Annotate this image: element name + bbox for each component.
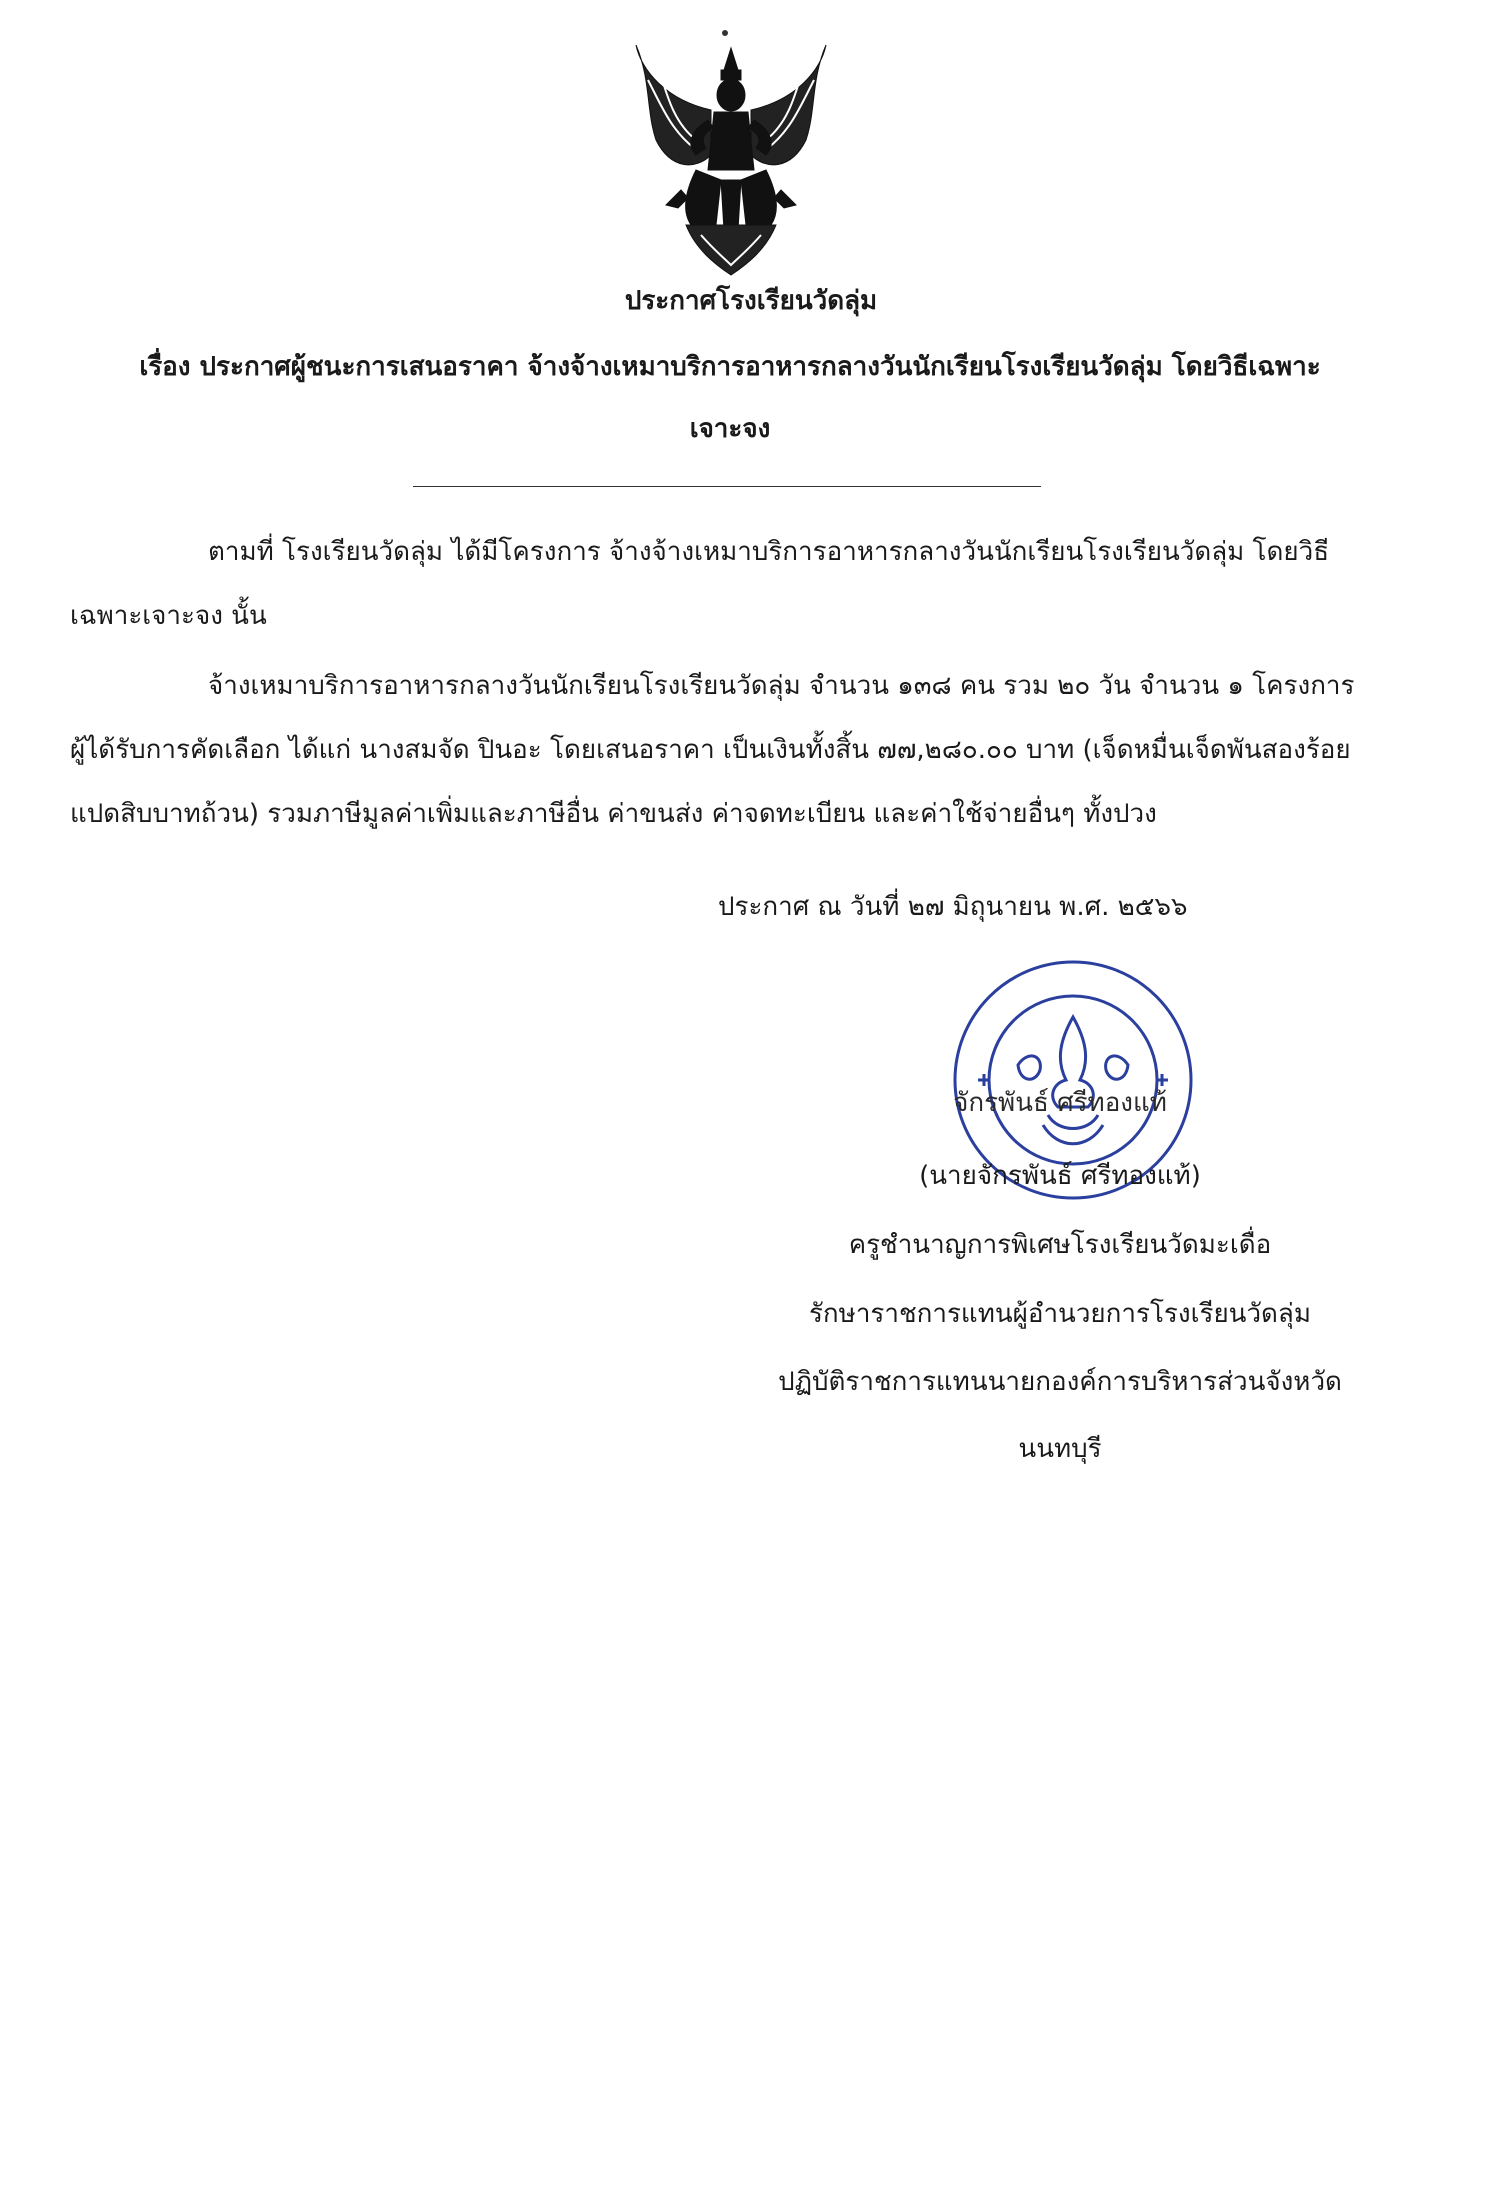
signatory-position-3: ปฏิบัติราชการแทนนายกองค์การบริหารส่วนจังหวัด: [778, 1367, 1342, 1397]
garuda-emblem-icon: [626, 40, 836, 280]
subject-line-1: เรื่อง ประกาศผู้ชนะการเสนอราคา จ้างจ้างเหมาบริการอาหารกลางวันนักเรียนโรงเรียนวัดลุ่ม โดยวิธีเฉพาะ: [139, 352, 1321, 382]
document-title: ประกาศโรงเรียนวัดลุ่ม: [624, 286, 878, 316]
ink-dot: [722, 30, 728, 36]
signatory-position-1: ครูชำนาญการพิเศษโรงเรียนวัดมะเดื่อ: [848, 1230, 1272, 1260]
body-paragraph-1: ตามที่ โรงเรียนวัดลุ่ม ได้มีโครงการ จ้างจ้างเหมาบริการอาหารกลางวันนักเรียนโรงเรียนวัดลุ่ม โดยวิธีเฉพาะเจาะจง นั้น: [70, 537, 1330, 631]
divider-line: [413, 486, 1041, 487]
body-paragraph-2: จ้างเหมาบริการอาหารกลางวันนักเรียนโรงเรียนวัดลุ่ม จำนวน ๑๓๘ คน รวม ๒๐ วัน จำนวน ๑ โครงการ ผู้ได้รับการคัดเลือก ได้แก่ นางสมจัด ปินอะ โดยเสนอราคา เป็นเงินทั้งสิ้น ๗๗,๒๘๐.๐๐ บาท (เจ็ดหมื่นเจ็ดพันสองร้อยแปดสิบบาทถ้วน) รวมภาษีมูลค่าเพิ่มและภาษีอื่น ค่าขนส่ง ค่าจดทะเบียน และค่าใช้จ่ายอื่นๆ ทั้งปวง: [70, 671, 1355, 829]
announcement-date: ประกาศ ณ วันที่ ๒๗ มิถุนายน พ.ศ. ๒๕๖๖: [718, 892, 1188, 922]
signatory-position-2: รักษาราชการแทนผู้อำนวยการโรงเรียนวัดลุ่ม: [808, 1299, 1312, 1329]
handwritten-signature: จักรพันธ์ ศรีทองแท้: [953, 1088, 1167, 1118]
document-subject: [110, 336, 1350, 460]
subject-line-2: เจาะจง: [689, 414, 771, 444]
signatory-printed-name: (นายจักรพันธ์ ศรีทองแท้): [919, 1161, 1201, 1191]
signatory-position-4: นนทบุรี: [1018, 1434, 1102, 1464]
